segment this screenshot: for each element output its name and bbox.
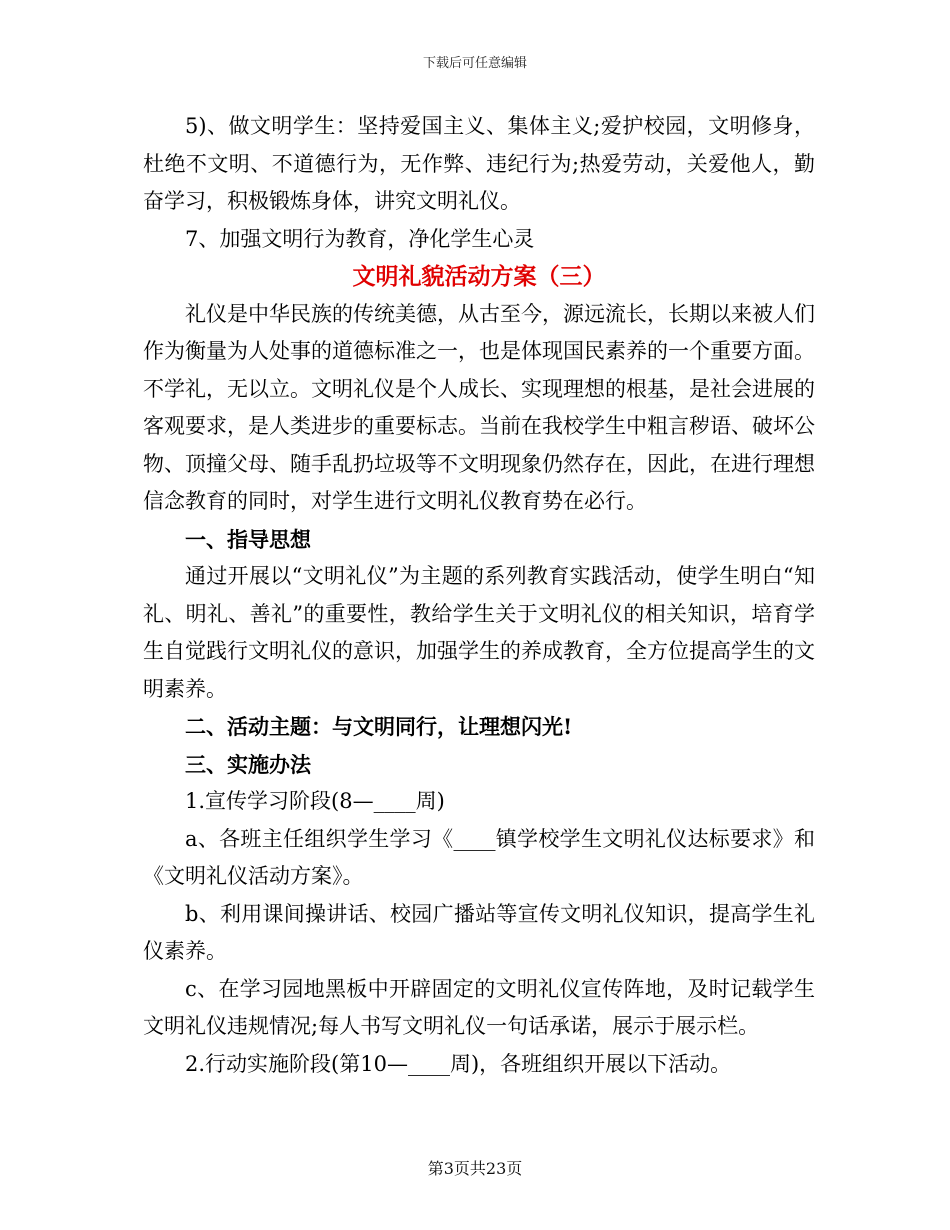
heading-activity-theme: 二、活动主题：与文明同行，让理想闪光! (185, 714, 573, 739)
paragraph-item-b: b、利用课间操讲话、校园广播站等宣传文明礼仪知识，提高学生礼仪素养。 (143, 901, 815, 963)
heading-guiding-thought: 一、指导思想 (185, 526, 311, 552)
section-title: 文明礼貌活动方案（三） (352, 263, 606, 290)
heading-implementation: 三、实施办法 (185, 751, 311, 777)
paragraph-stage-1: 1.宣传学习阶段(8—____周) (185, 789, 445, 813)
paragraph-item-c: c、在学习园地黑板中开辟固定的文明礼仪宣传阵地，及时记载学生文明礼仪违规情况;每人书写文明礼仪一句话承诺，展示于展示栏。 (143, 976, 815, 1038)
paragraph-guiding-thought: 通过开展以“文明礼仪”为主题的系列教育实践活动，使学生明白“知礼、明礼、善礼”的重要性，教给学生关于文明礼仪的相关知识，培育学生自觉践行文明礼仪的意识，加强学生的养成教育，全方位提高学生的文明素养。 (143, 564, 815, 701)
paragraph-civilized-student: 5)、做文明学生：坚持爱国主义、集体主义;爱护校园，文明修身，杜绝不文明、不道德行为，无作弊、违纪行为;热爱劳动，关爱他人，勤奋学习，积极锻炼身体，讲究文明礼仪。 (143, 114, 815, 213)
paragraph-item-a: a、各班主任组织学生学习《____镇学校学生文明礼仪达标要求》和《文明礼仪活动方案》。 (143, 826, 815, 888)
paragraph-stage-2: 2.行动实施阶段(第10—____周)，各班组织开展以下活动。 (185, 1051, 732, 1076)
paragraph-intro: 礼仪是中华民族的传统美德，从古至今，源远流长，长期以来被人们作为衡量为人处事的道德标准之一，也是体现国民素养的一个重要方面。不学礼，无以立。文明礼仪是个人成长、实现理想的根基，是社会进展的客观要求，是人类进步的重要标志。当前在我校学生中粗言秽语、破坏公物、顶撞父母、随手乱扔垃圾等不文明现象仍然存在，因此，在进行理想信念教育的同时，对学生进行文明礼仪教育势在必行。 (143, 301, 815, 513)
page-header: 下载后可任意编辑 (422, 56, 527, 71)
document-body (143, 108, 815, 1083)
paragraph-behavior-education: 7、加强文明行为教育，净化学生心灵 (185, 226, 535, 251)
page-footer: 第3页共23页 (427, 1159, 523, 1178)
